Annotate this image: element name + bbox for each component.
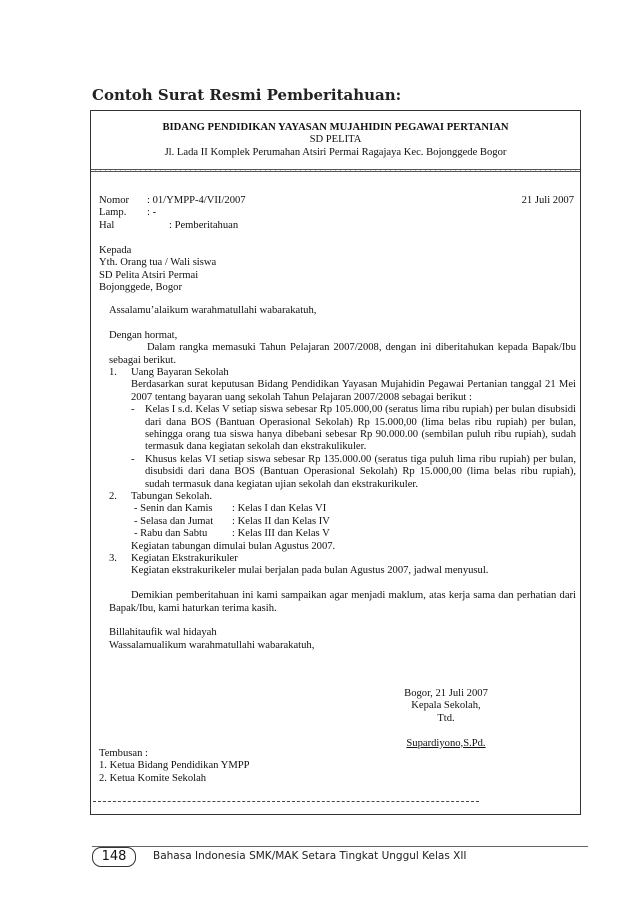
schedule-row: - Rabu dan Sabtu : Kelas III dan Kelas V xyxy=(134,528,330,540)
item-1-point-a: - Kelas I s.d. Kelas V setiap siswa sebesar Rp 105.000,00 (seratus lima ribu rupiah) per bulan disubsidi dari dana BOS (Bantuan Operasional Sekolah) Rp 15.000,00 (lima belas ribu rupiah) per bulan, sehingga orang tua siswa hanya dibebani sebesar Rp 90.000.00 (sembilan puluh ribu rupiah), sudah termasuk dana kegiatan sekolah dan ekstrakulikuler. xyxy=(131,404,576,453)
letterhead-school: SD PELITA xyxy=(309,134,362,145)
lamp-value: : - xyxy=(147,207,157,219)
letterhead-separator xyxy=(91,169,580,172)
closing-paragraph: Demikian pemberitahuan ini kami sampaikan agar menjadi maklum, atas kerja sama dan perhatian dari Bapak/Ibu, kami haturkan terima kasih. xyxy=(109,590,576,614)
nomor-label: Nomor xyxy=(99,195,130,206)
nomor-value: : 01/YMPP-4/VII/2007 xyxy=(147,195,246,206)
bottom-dashed-line xyxy=(93,801,479,802)
hal-value: : Pemberitahuan xyxy=(169,219,239,231)
recipient-block xyxy=(99,245,216,295)
salam: Assalamu’alaikum warahmatullahi wabarakatuh, xyxy=(109,305,317,316)
recipient-line: Bojonggede, Bogor xyxy=(99,282,182,294)
footer-text: Bahasa Indonesia SMK/MAK Setara Tingkat Unggul Kelas XII xyxy=(153,850,467,862)
official-letter xyxy=(90,110,581,815)
item-3: 3. Kegiatan Ekstrakurikuler Kegiatan ekstrakurikeler mulai berjalan pada bulan Agustus 2007, jadwal menyusul. xyxy=(109,553,576,578)
item-2-title: Tabungan Sekolah. xyxy=(131,491,213,503)
tembusan-block xyxy=(99,748,250,785)
hormat: Dengan hormat, xyxy=(109,329,178,341)
schedule-row: - Selasa dan Jumat : Kelas II dan Kelas IV xyxy=(134,515,330,527)
signature-ttd: Ttd. xyxy=(437,712,455,724)
letterhead-address: Jl. Lada II Komplek Perumahan Atsiri Permai Ragajaya Kec. Bojonggede Bogor xyxy=(164,147,507,158)
lamp-label: Lamp. xyxy=(99,207,127,219)
page-heading: Contoh Surat Resmi Pemberitahuan: xyxy=(92,86,402,104)
signature-position: Kepala Sekolah, xyxy=(411,700,481,712)
tembusan-item: 1. Ketua Bidang Pendidikan YMPP xyxy=(99,760,250,772)
item-2-note: Kegiatan tabungan dimulai bulan Agustus 2007. xyxy=(131,540,336,552)
recipient-line: Yth. Orang tua / Wali siswa xyxy=(99,257,217,269)
wassalam: Wassalamualikum warahmatullahi wabarakatuh, xyxy=(109,639,315,651)
letter-body xyxy=(109,305,576,652)
item-2: 2. Tabungan Sekolah. xyxy=(109,491,576,503)
item-1-text: Berdasarkan surat keputusan Bidang Pendidikan Yayasan Mujahidin Pegawai Pertanian tanggal 21 Mei 2007 tentang bayaran uang sekolah Tahun Pelajaran 2007/2008 sebagai berikut : xyxy=(131,379,576,403)
letter-meta xyxy=(99,195,574,232)
billahi: Billahitaufik wal hidayah xyxy=(109,627,217,639)
item-1: 1. Uang Bayaran Sekolah Berdasarkan surat keputusan Bidang Pendidikan Yayasan Mujahidin Pegawai Pertanian tanggal 21 Mei 2007 tentang bayaran uang sekolah Tahun Pelajaran 2007/2008 sebagai berikut : xyxy=(109,367,576,403)
recipient-line: SD Pelita Atsiri Permai xyxy=(99,269,199,281)
recipient-line: Kepada xyxy=(99,245,132,256)
tembusan-item: 2. Ketua Komite Sekolah xyxy=(99,772,207,784)
signature-block xyxy=(391,688,501,750)
schedule-row: - Senin dan Kamis : Kelas I dan Kelas VI xyxy=(134,503,327,515)
item-1-point-b: - Khusus kelas VI setiap siswa sebesar Rp 135.000.00 (seratus tiga puluh lima ribu rupiah) per bulan, disubsidi dari dana BOS (Bantuan Operasional Sekolah) Rp 15.000,00 (lima belas ribu rupiah), sudah termasuk dana kegiatan ujian sekolah dan ekstrakurikuler. xyxy=(131,453,576,490)
letterhead-org: BIDANG PENDIDIKAN YAYASAN MUJAHIDIN PEGAWAI PERTANIAN xyxy=(162,122,509,133)
signature-place-date: Bogor, 21 Juli 2007 xyxy=(404,688,488,699)
item-3-text: Kegiatan ekstrakurikeler mulai berjalan pada bulan Agustus 2007, jadwal menyusul. xyxy=(131,565,489,577)
footer-rule xyxy=(92,846,588,847)
intro-paragraph: Dalam rangka memasuki Tahun Pelajaran 2007/2008, dengan ini diberitahukan kepada Bapak/Ibu sebagai berikut. xyxy=(109,342,576,366)
letter-date: 21 Juli 2007 xyxy=(521,195,574,206)
hal-label: Hal xyxy=(99,219,115,231)
item-3-title: Kegiatan Ekstrakurikuler xyxy=(131,553,238,565)
tembusan-title: Tembusan : xyxy=(99,748,148,759)
page-number-badge: 148 xyxy=(92,847,136,867)
signature-name: Supardiyono,S.Pd. xyxy=(406,737,486,749)
item-1-title: Uang Bayaran Sekolah xyxy=(131,367,229,379)
